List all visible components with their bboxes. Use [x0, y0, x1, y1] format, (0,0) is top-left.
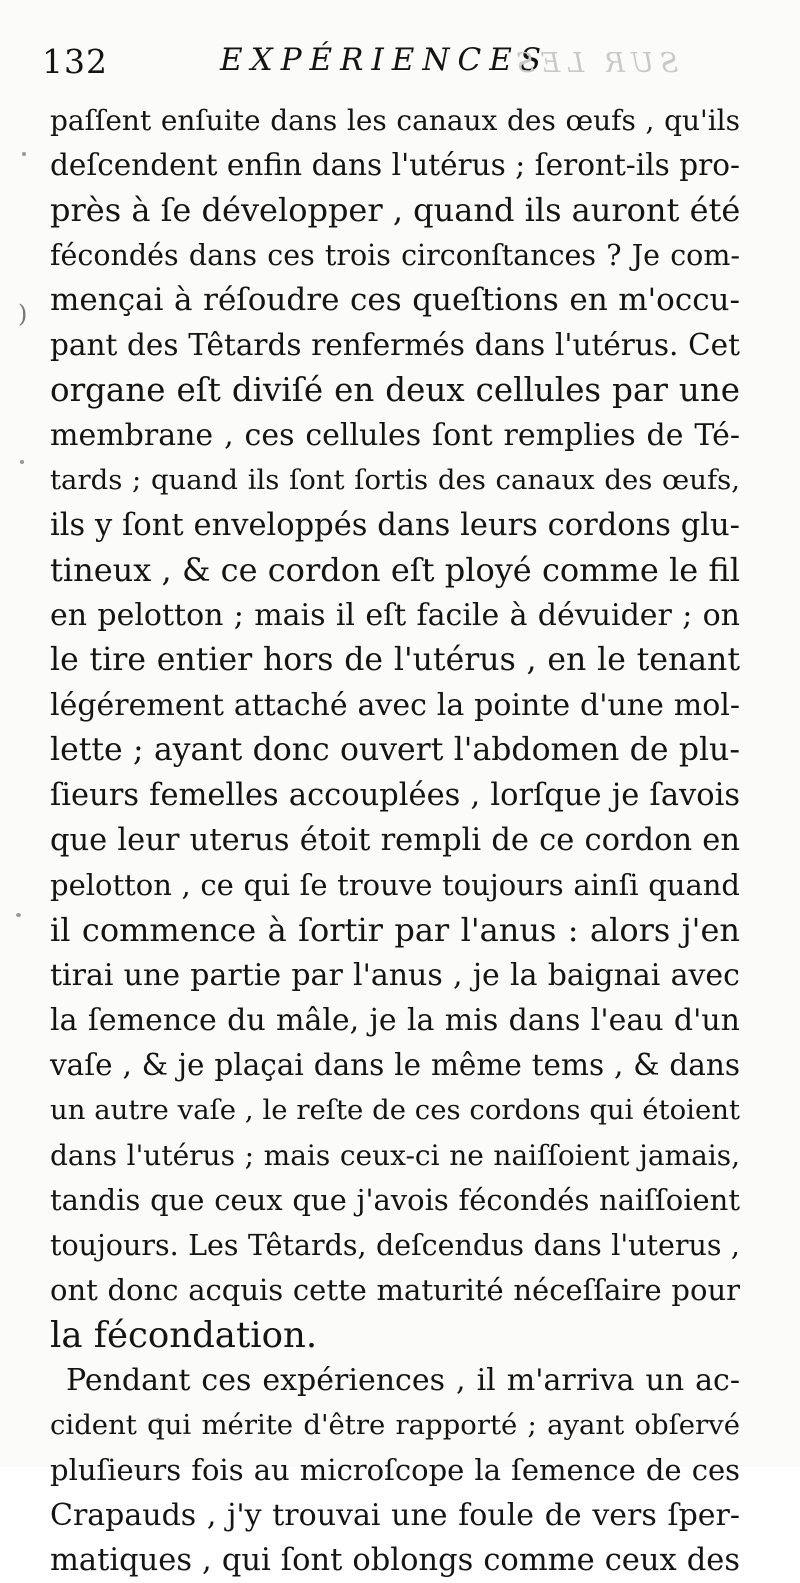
text-line: ſieurs femelles accouplées , lorſque je ſavois	[50, 778, 740, 813]
text-line: membrane , ces cellules ſont remplies de Té-	[50, 418, 740, 453]
text-line: tards ; quand ils ſont ſortis des canaux des œufs,	[50, 464, 740, 496]
text-line: dans l'utérus ; mais ceux-ci ne naiſſoient jamais,	[50, 1139, 740, 1172]
text-line: paſſent enſuite dans les canaux des œufs , qu'ils	[50, 104, 740, 137]
text-line: la ſemence du mâle, je la mis dans l'eau d'un	[50, 1003, 740, 1038]
text-line: il commence à ſortir par l'anus : alors j'en	[50, 911, 740, 949]
body-text	[50, 98, 740, 1583]
text-line: tandis que ceux que j'avois fécondés naiſſoient	[50, 1183, 740, 1217]
text-line: ont donc acquis cette maturité néceſſaire pour	[50, 1273, 740, 1307]
text-line: toujours. Les Têtards, deſcendus dans l'uterus ,	[50, 1229, 740, 1262]
paper-speckle	[22, 152, 26, 156]
text-line: cident qui mérite d'être rapporté ; ayant obſervé	[50, 1409, 740, 1441]
text-line: tineux , & ce cordon eſt ployé comme le fil	[50, 551, 740, 589]
bleed-through-text: SUR LES	[510, 48, 679, 79]
paragraph-start-line: Pendant ces expériences , il m'arriva un ac-	[66, 1363, 740, 1398]
page-header	[40, 40, 760, 90]
text-line: un autre vaſe , le reſte de ces cordons qui étoient	[50, 1094, 740, 1126]
text-line: mençai à réſoudre ces queſtions en m'occu-	[50, 282, 740, 318]
text-line: près à ſe développer , quand ils auront été	[50, 191, 741, 229]
text-line: pluſieurs fois au microſcope la ſemence de ces	[50, 1453, 740, 1487]
text-line: fécondés dans ces trois circonſtances ? Je com-	[50, 239, 740, 272]
paper-speckle	[16, 913, 21, 917]
text-line: matiques , qui ſont oblongs comme ceux des	[50, 1543, 740, 1578]
paragraph-end-line: la fécondation.	[50, 1315, 318, 1356]
text-line: ils y ſont enveloppés dans leurs cordons glu-	[50, 508, 740, 543]
text-line: organe eſt diviſé en deux cellules par une	[50, 371, 740, 409]
running-title: EXPÉRIENCES	[220, 42, 550, 78]
text-line: pelotton , ce qui ſe trouve toujours ainſi quand	[50, 868, 740, 902]
text-line: tirai une partie par l'anus , je la baignai avec	[50, 958, 740, 993]
text-line: que leur uterus étoit rempli de ce cordon en	[50, 823, 740, 858]
text-line: vaſe , & je plaçai dans le même tems , & dans	[50, 1048, 740, 1082]
text-line: Crapauds , j'y trouvai une foule de vers ſper-	[50, 1498, 740, 1533]
text-line: deſcendent enfin dans l'utérus ; ſeront-ils pro-	[50, 148, 740, 182]
text-line: pant des Têtards renfermés dans l'utérus. Cet	[50, 328, 740, 362]
text-line: légérement attaché avec la pointe d'une mol-	[50, 688, 740, 723]
paper-speckle	[20, 460, 24, 464]
text-line: lette ; ayant donc ouvert l'abdomen de plu-	[50, 732, 740, 768]
margin-bracket-mark: )	[18, 300, 28, 328]
text-line: le tire entier hors de l'utérus , en le tenant	[50, 642, 740, 678]
text-line: en pelotton ; mais il eſt facile à dévuider ; on	[50, 598, 740, 633]
page-number: 132	[42, 42, 108, 81]
